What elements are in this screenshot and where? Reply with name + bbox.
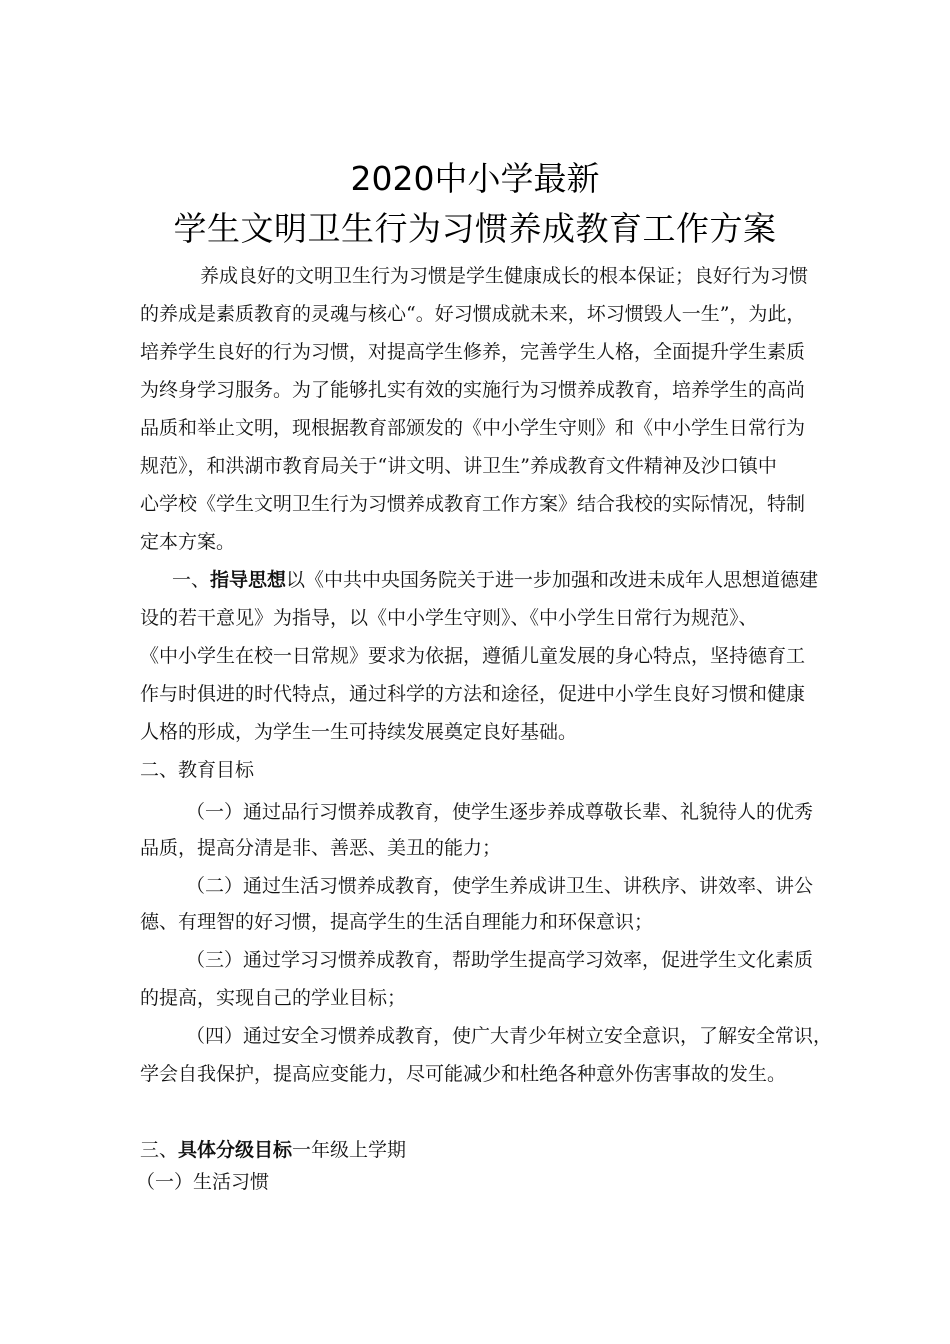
section3-subheading: 一年级上学期 xyxy=(292,1139,407,1161)
section1-heading: 指导思想 xyxy=(210,569,287,591)
goal-line: （二）通过生活习惯养成教育，使学生养成讲卫生、讲秩序、讲效率、讲公 xyxy=(186,875,814,897)
goal-line: （三）通过学习习惯养成教育，帮助学生提高学习效率，促进学生文化素质 xyxy=(186,949,814,971)
section1-text: 以《中共中央国务院关于进一步加强和改进未成年人思想道德建 xyxy=(286,569,819,591)
intro-line: 的养成是素质教育的灵魂与核心“。好习惯成就未来，坏习惯毁人一生”，为此， xyxy=(140,303,806,325)
section1-line: 设的若干意见》为指导，以《中小学生守则》、《中小学生日常行为规范》、 xyxy=(140,607,758,629)
intro-line: 培养学生良好的行为习惯，对提高学生修养，完善学生人格，全面提升学生素质 xyxy=(140,341,806,363)
intro-line: 品质和举止文明，现根据教育部颁发的《中小学生守则》和《中小学生日常行为 xyxy=(140,417,806,439)
intro-line: 心学校《学生文明卫生行为习惯养成教育工作方案》结合我校的实际情况，特制 xyxy=(140,493,806,515)
section3-heading: 具体分级目标 xyxy=(178,1139,293,1161)
goal-line: 学会自我保护，提高应变能力，尽可能减少和杜绝各种意外伤害事故的发生。 xyxy=(140,1063,787,1085)
section1-line: 《中小学生在校一日常规》要求为依据，遵循儿童发展的身心特点，坚持德育工 xyxy=(140,645,806,667)
section1-first-line xyxy=(172,566,872,594)
intro-line: 为终身学习服务。为了能够扎实有效的实施行为习惯养成教育，培养学生的高尚 xyxy=(140,379,806,401)
document-title-line2: 学生文明卫生行为习惯养成教育工作方案 xyxy=(173,209,777,248)
section3-heading-line xyxy=(140,1136,840,1164)
goal-line: 德、有理智的好习惯，提高学生的生活自理能力和环保意识； xyxy=(140,911,654,933)
section2-heading: 二、教育目标 xyxy=(140,759,255,781)
section3-sub1: （一）生活习惯 xyxy=(136,1171,270,1193)
section1-line: 作与时俱进的时代特点，通过科学的方法和途径，促进中小学生良好习惯和健康 xyxy=(140,683,806,705)
intro-line: 养成良好的文明卫生行为习惯是学生健康成长的根本保证；良好行为习惯 xyxy=(200,265,809,287)
intro-line: 规范》，和洪湖市教育局关于“讲文明、讲卫生”养成教育文件精神及沙口镇中 xyxy=(140,455,777,477)
section1-line: 人格的形成，为学生一生可持续发展奠定良好基础。 xyxy=(140,721,578,743)
intro-line: 定本方案。 xyxy=(140,531,236,553)
document-title-line1: 2020中小学最新 xyxy=(350,159,600,198)
goal-line: 品质，提高分清是非、善恶、美丑的能力； xyxy=(140,837,502,859)
goal-line: （四）通过安全习惯养成教育，使广大青少年树立安全意识，了解安全常识， xyxy=(186,1025,833,1047)
section3-number: 三、 xyxy=(140,1139,179,1161)
goal-line: 的提高，实现自己的学业目标； xyxy=(140,987,407,1009)
section1-number: 一、 xyxy=(172,569,211,591)
goal-line: （一）通过品行习惯养成教育，使学生逐步养成尊敬长辈、礼貌待人的优秀 xyxy=(186,801,814,823)
